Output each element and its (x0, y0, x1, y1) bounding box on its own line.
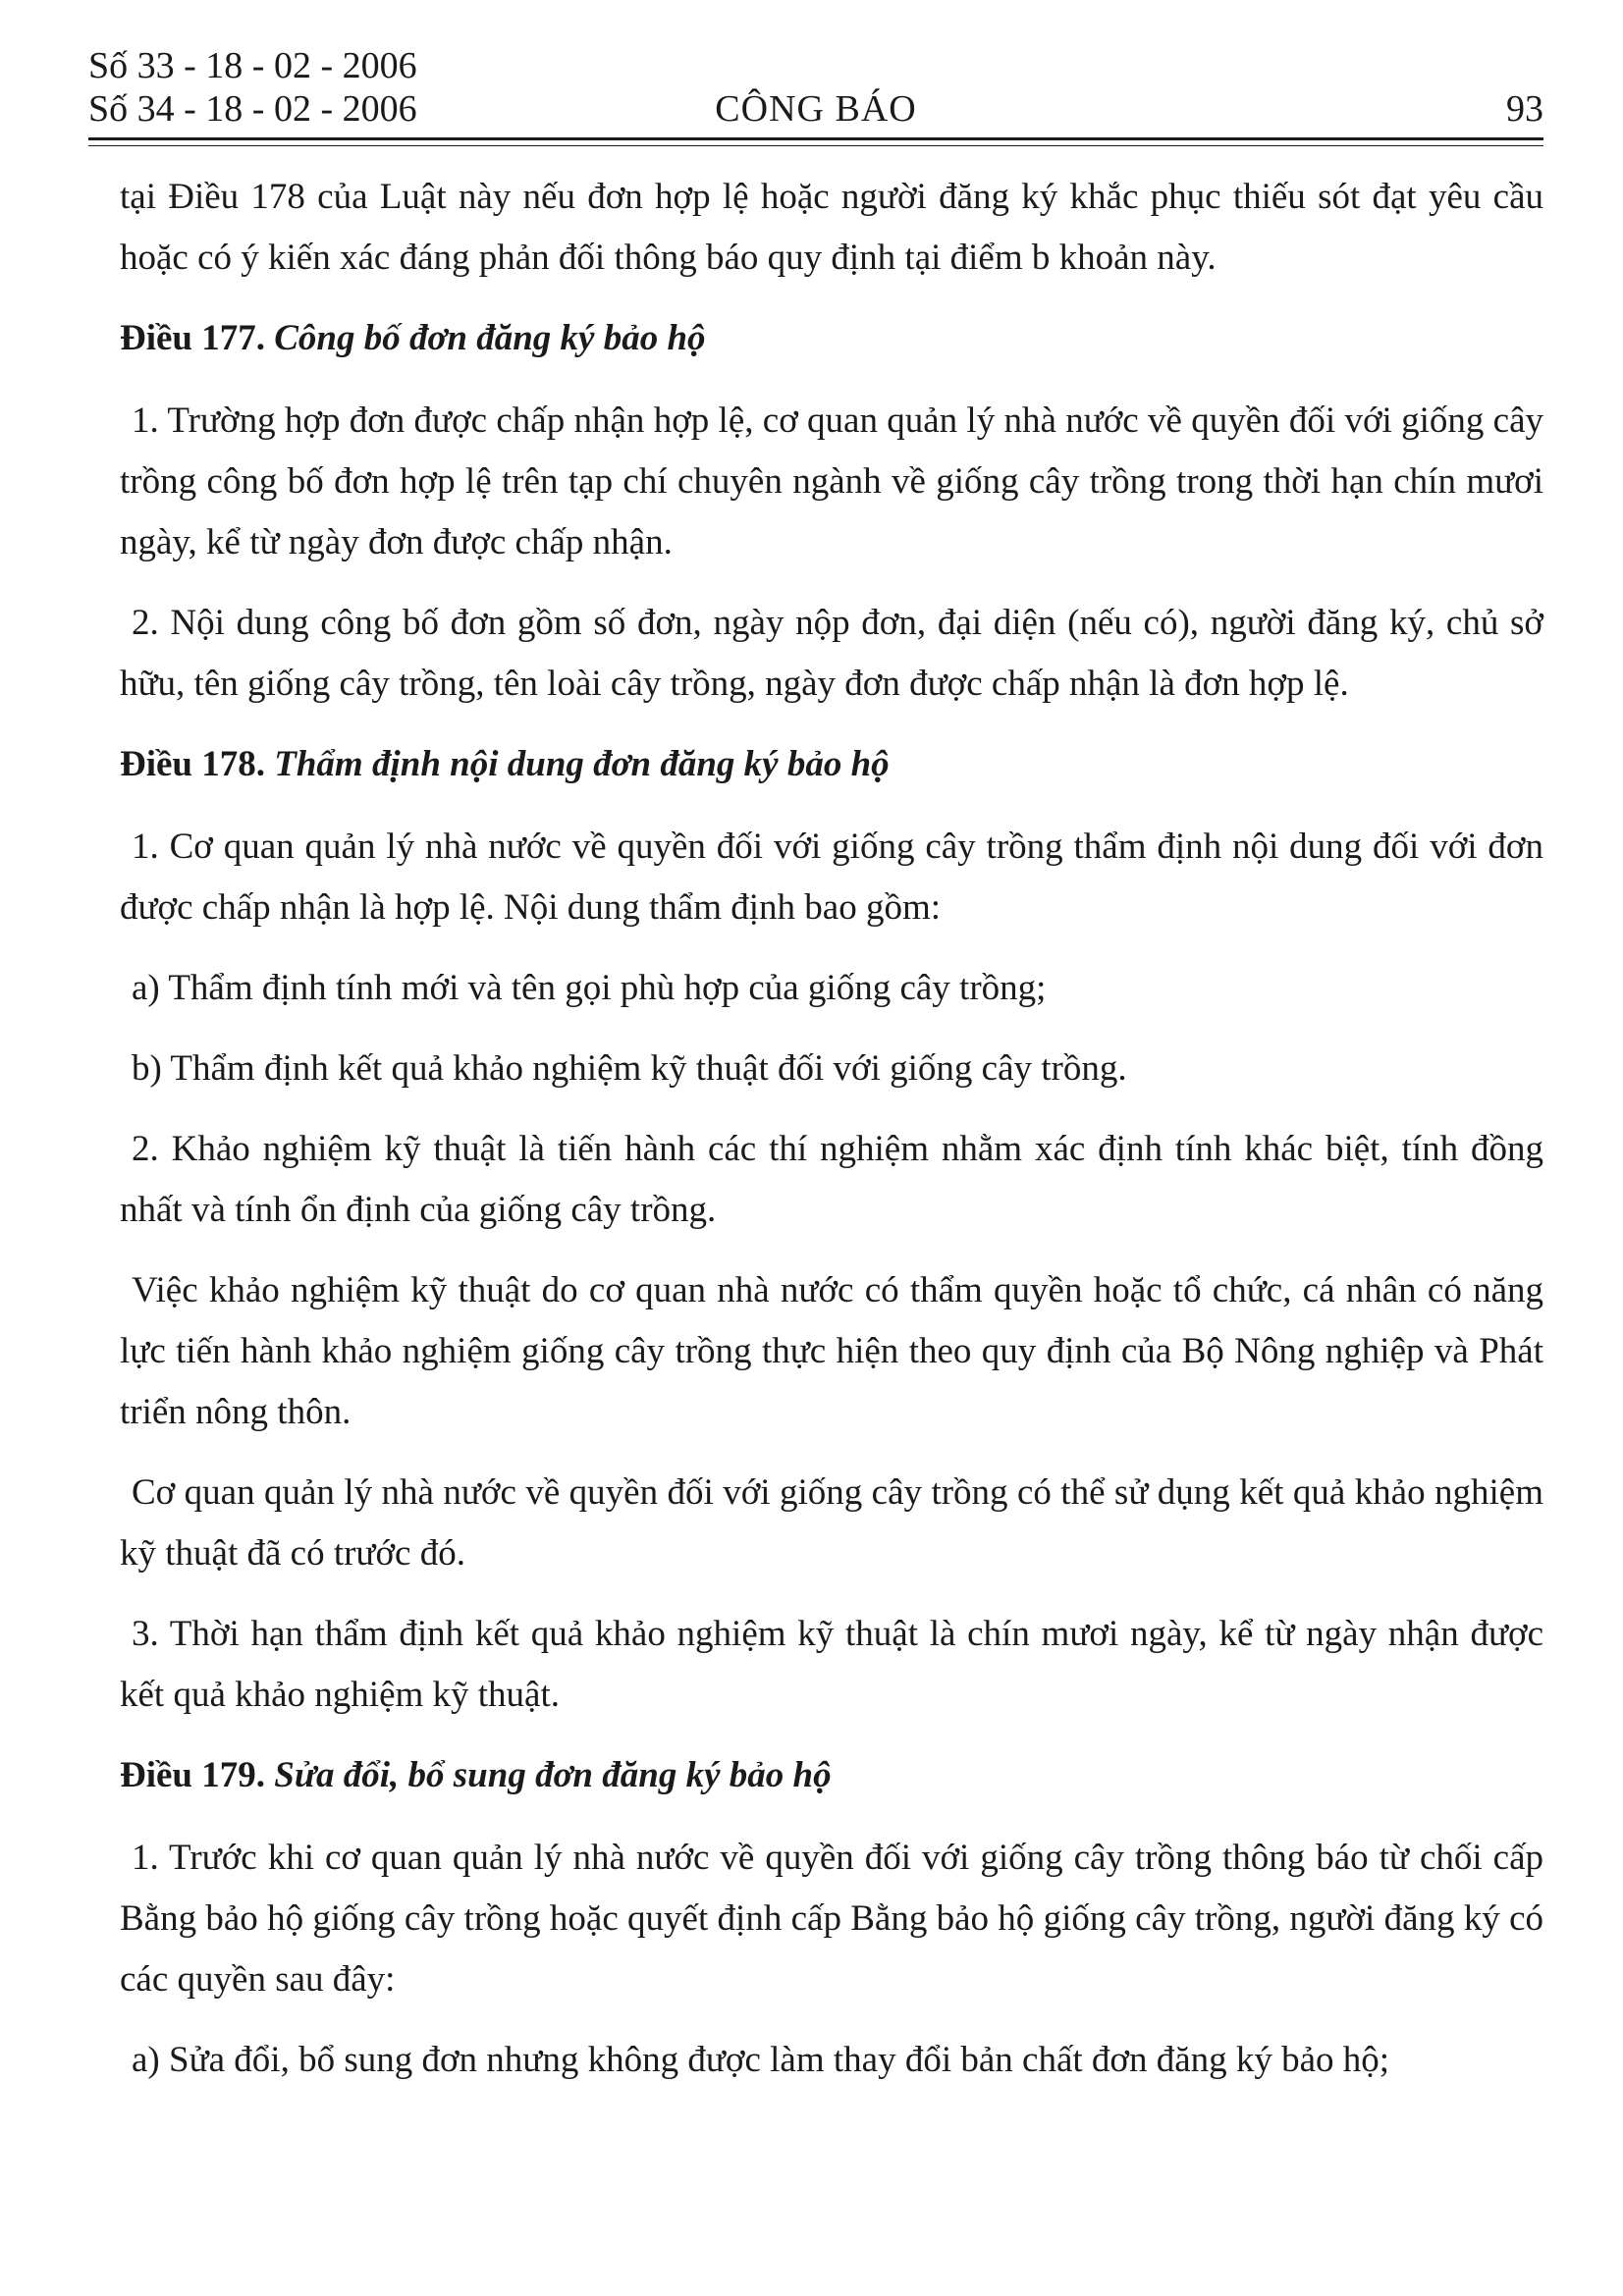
list-item: a) Sửa đổi, bổ sung đơn nhưng không được làm thay đổi bản chất đơn đăng ký bảo hộ; (132, 2040, 1390, 2080)
article-178-heading (120, 734, 1543, 795)
paragraph: Việc khảo nghiệm kỹ thuật do cơ quan nhà nước có thẩm quyền hoặc tổ chức, cá nhân có năng lực tiến hành khảo nghiệm giống cây trồng thực hiện theo quy định của Bộ Nông nghiệp và Phát triển nông thôn. (120, 1270, 1543, 1432)
paragraph: 1. Trường hợp đơn được chấp nhận hợp lệ, cơ quan quản lý nhà nước về quyền đối với giống cây trồng công bố đơn hợp lệ trên tạp chí chuyên ngành về giống cây trồng trong thời hạn chín mươi ngày, kể từ ngày đơn được chấp nhận. (120, 400, 1543, 562)
paragraph: 1. Cơ quan quản lý nhà nước về quyền đối với giống cây trồng thẩm định nội dung đối với đơn được chấp nhận là hợp lệ. Nội dung thẩm định bao gồm: (120, 827, 1543, 928)
issue-number-1: Số 33 - 18 - 02 - 2006 (88, 45, 417, 86)
header-divider (88, 137, 1543, 146)
issue-number-2: Số 34 - 18 - 02 - 2006 (88, 88, 417, 130)
list-item: a) Thẩm định tính mới và tên gọi phù hợp của giống cây trồng; (132, 968, 1047, 1008)
paragraph: 2. Khảo nghiệm kỹ thuật là tiến hành các thí nghiệm nhằm xác định tính khác biệt, tính đồng nhất và tính ổn định của giống cây trồng. (120, 1129, 1543, 1230)
document-body (120, 167, 1543, 2110)
article-177-heading (120, 308, 1543, 369)
article-number: Điều 178. (120, 744, 265, 784)
article-number: Điều 177. (120, 318, 265, 358)
page-header (88, 39, 1543, 137)
gazette-title: CÔNG BÁO (715, 88, 917, 130)
paragraph: 1. Trước khi cơ quan quản lý nhà nước về quyền đối với giống cây trồng thông báo từ chối cấp Bằng bảo hộ giống cây trồng hoặc quyết định cấp Bằng bảo hộ giống cây trồng, người đăng ký có các quyền sau đây: (120, 1838, 1543, 2000)
article-title: Công bố đơn đăng ký bảo hộ (274, 318, 706, 358)
intro-paragraph: tại Điều 178 của Luật này nếu đơn hợp lệ hoặc người đăng ký khắc phục thiếu sót đạt yêu cầu hoặc có ý kiến xác đáng phản đối thông báo quy định tại điểm b khoản này. (120, 177, 1543, 278)
page-number: 93 (1506, 88, 1543, 130)
article-title: Thẩm định nội dung đơn đăng ký bảo hộ (274, 744, 890, 784)
paragraph: 3. Thời hạn thẩm định kết quả khảo nghiệm kỹ thuật là chín mươi ngày, kể từ ngày nhận được kết quả khảo nghiệm kỹ thuật. (120, 1614, 1543, 1715)
article-179-heading (120, 1745, 1543, 1806)
list-item: b) Thẩm định kết quả khảo nghiệm kỹ thuật đối với giống cây trồng. (132, 1048, 1127, 1089)
article-number: Điều 179. (120, 1755, 265, 1795)
paragraph: Cơ quan quản lý nhà nước về quyền đối với giống cây trồng có thể sử dụng kết quả khảo nghiệm kỹ thuật đã có trước đó. (120, 1472, 1543, 1574)
article-title: Sửa đổi, bổ sung đơn đăng ký bảo hộ (274, 1755, 832, 1795)
paragraph: 2. Nội dung công bố đơn gồm số đơn, ngày nộp đơn, đại diện (nếu có), người đăng ký, chủ sở hữu, tên giống cây trồng, tên loài cây trồng, ngày đơn được chấp nhận là đơn hợp lệ. (120, 603, 1543, 704)
